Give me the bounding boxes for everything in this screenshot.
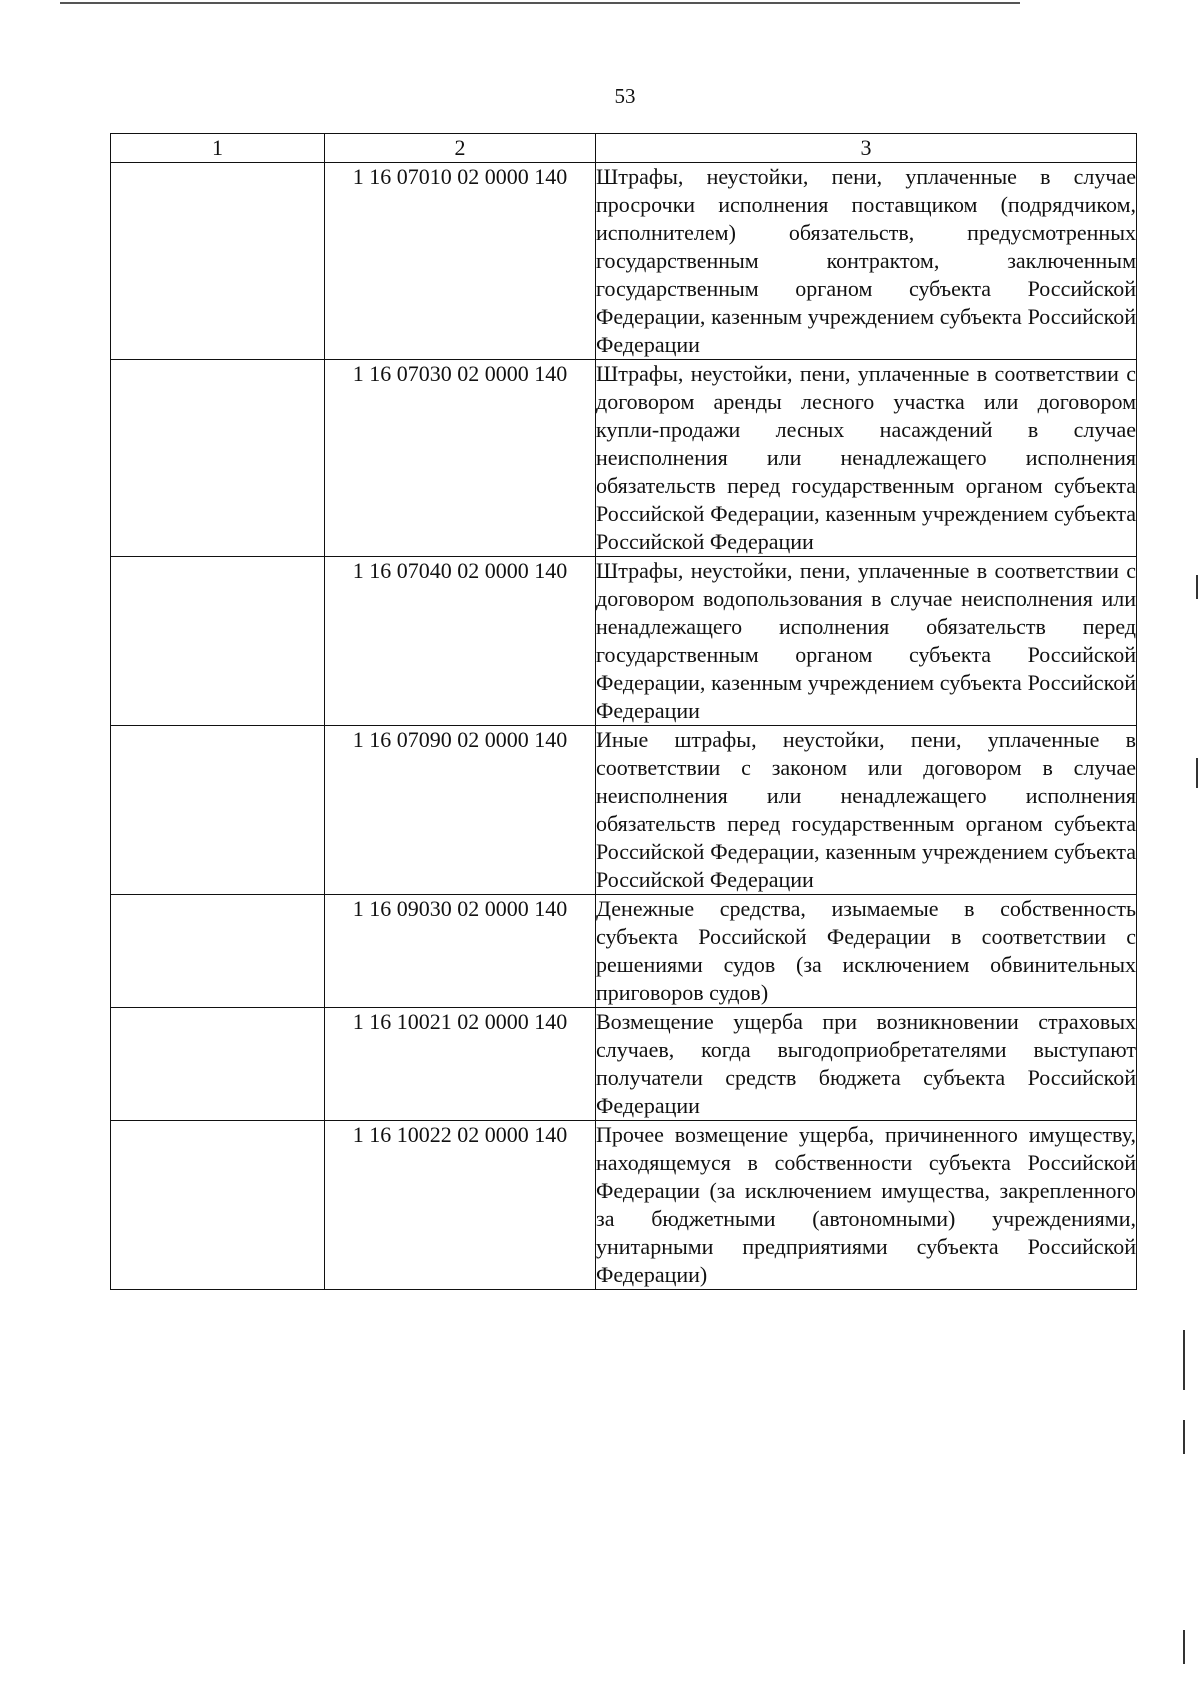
income-description-cell: Иные штрафы, неустойки, пени, уплаченные в соответствии с законом или договором в случае неисполнения или ненадлежащего исполнения обязательств перед государственным органом субъекта Российской Федерации, казенным учреждением субъекта Российской Федерации [596, 726, 1137, 895]
income-description-cell: Возмещение ущерба при возникновении страховых случаев, когда выгодоприобретателями выступают получатели средств бюджета субъекта Российской Федерации [596, 1008, 1137, 1121]
income-description-cell: Денежные средства, изымаемые в собственность субъекта Российской Федерации в соответствии с решениями судов (за исключением обвинительных приговоров судов) [596, 895, 1137, 1008]
income-code-cell: 1 16 10022 02 0000 140 [325, 1121, 596, 1290]
column-header-1: 1 [111, 134, 325, 163]
table-row [111, 726, 1137, 895]
administrator-cell [111, 1121, 325, 1290]
income-code-cell: 1 16 07040 02 0000 140 [325, 557, 596, 726]
table-row [111, 360, 1137, 557]
income-description-cell: Штрафы, неустойки, пени, уплаченные в случае просрочки исполнения поставщиком (подрядчиком, исполнителем) обязательств, предусмотренных государственным контрактом, заключенным государственным органом субъекта Российской Федерации, казенным учреждением субъекта Российской Федерации [596, 163, 1137, 360]
scan-margin-mark [1183, 1330, 1185, 1390]
scan-margin-mark [1196, 575, 1198, 599]
table-row [111, 557, 1137, 726]
income-code-cell: 1 16 09030 02 0000 140 [325, 895, 596, 1008]
administrator-cell [111, 360, 325, 557]
income-code-cell: 1 16 07090 02 0000 140 [325, 726, 596, 895]
table-row [111, 895, 1137, 1008]
scan-margin-mark [1183, 1420, 1185, 1454]
page-number: 53 [614, 84, 636, 108]
administrator-cell [111, 163, 325, 360]
column-header-3: 3 [596, 134, 1137, 163]
income-description-cell: Прочее возмещение ущерба, причиненного имуществу, находящемуся в собственности субъекта Российской Федерации (за исключением имущества, закрепленного за бюджетными (автономными) учреждениями, унитарными предприятиями субъекта Российской Федерации) [596, 1121, 1137, 1290]
administrator-cell [111, 557, 325, 726]
income-code-cell: 1 16 07030 02 0000 140 [325, 360, 596, 557]
budget-codes-table [110, 133, 1137, 1290]
scan-margin-mark [1183, 1630, 1185, 1664]
income-code-cell: 1 16 10021 02 0000 140 [325, 1008, 596, 1121]
scan-margin-mark [1196, 758, 1198, 788]
table-row [111, 1008, 1137, 1121]
scan-top-rule [60, 2, 1020, 4]
administrator-cell [111, 1008, 325, 1121]
administrator-cell [111, 895, 325, 1008]
table-row [111, 163, 1137, 360]
column-header-2: 2 [325, 134, 596, 163]
table-header-row [111, 134, 1137, 163]
income-description-cell: Штрафы, неустойки, пени, уплаченные в соответствии с договором аренды лесного участка или договором купли-продажи лесных насаждений в случае неисполнения или ненадлежащего исполнения обязательств перед государственным органом субъекта Российской Федерации, казенным учреждением субъекта Российской Федерации [596, 360, 1137, 557]
income-code-cell: 1 16 07010 02 0000 140 [325, 163, 596, 360]
income-description-cell: Штрафы, неустойки, пени, уплаченные в соответствии с договором водопользования в случае неисполнения или ненадлежащего исполнения обязательств перед государственным органом субъекта Российской Федерации, казенным учреждением субъекта Российской Федерации [596, 557, 1137, 726]
administrator-cell [111, 726, 325, 895]
table-row [111, 1121, 1137, 1290]
